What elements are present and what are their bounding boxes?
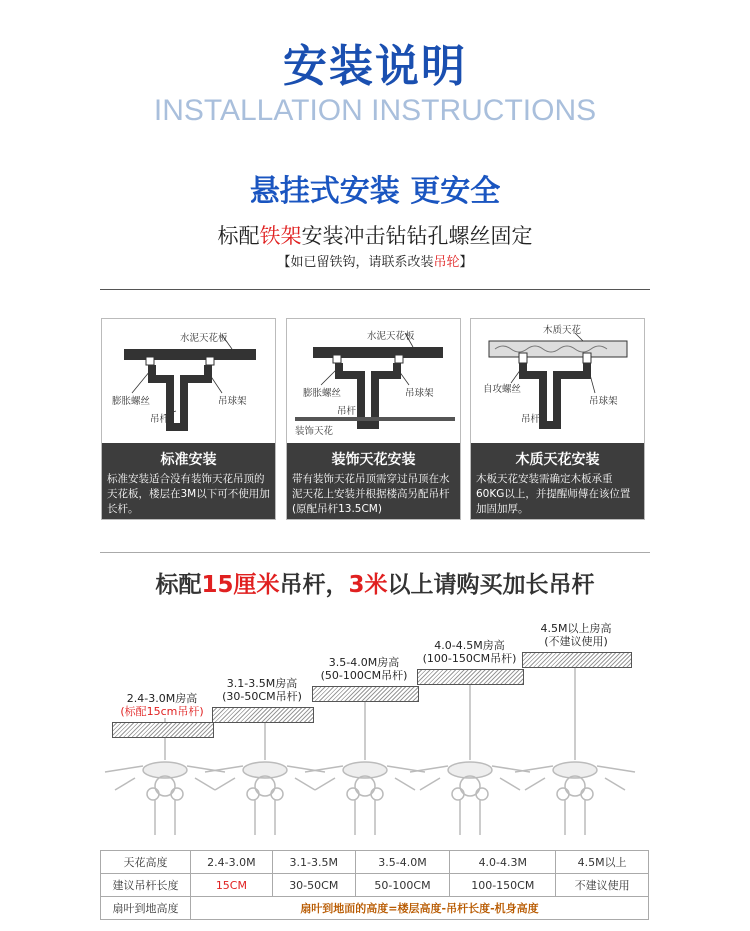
step-height: 3.1-3.5M房高 <box>226 677 298 690</box>
bracket-note-post: 安装冲击钻钻孔螺丝固定 <box>301 224 533 248</box>
step-height: 4.0-4.5M房高 <box>434 639 505 652</box>
step-rod: (不建议使用) <box>544 635 608 648</box>
step-height: 4.5M以上房高 <box>540 622 612 635</box>
divider <box>100 552 650 553</box>
table-formula: 扇叶到地面的高度=楼层高度-吊杆长度-机身高度 <box>191 897 649 920</box>
step-label-5 <box>520 622 632 648</box>
label-tapping-screw: 自攻螺丝 <box>483 384 522 395</box>
ceiling-plate-1 <box>112 722 214 738</box>
label-bracket: 吊球架 <box>405 388 434 399</box>
wooden-install-diagram <box>471 319 644 443</box>
table-head-blade-height: 扇叶到地高度 <box>101 897 191 920</box>
card-description: 标准安装适合没有装饰天花吊顶的天花板，楼层在3M以下可不使用加长杆。 <box>107 473 270 515</box>
bracket-note-pre: 标配 <box>217 224 260 248</box>
spec-post: 以上请购买加长吊杆 <box>387 572 595 598</box>
divider <box>100 289 650 290</box>
label-decorative-ceiling: 装饰天花 <box>295 426 334 437</box>
step-label-1 <box>108 692 216 718</box>
table-cell: 50-100CM <box>355 874 450 897</box>
fan-5-icon <box>515 668 635 835</box>
table-cell: 2.4-3.0M <box>191 851 273 874</box>
step-label-3 <box>308 656 420 682</box>
card-title: 装饰天花安装 <box>331 452 416 468</box>
label-cement-ceiling: 水泥天花板 <box>180 333 228 344</box>
decorative-install-diagram <box>287 319 460 443</box>
label-expansion-bolt: 膨胀螺丝 <box>112 396 151 407</box>
table-cell: 30-50CM <box>272 874 355 897</box>
hook-note-pre: 【如已留铁钩，请联系改装 <box>277 255 434 270</box>
rod-spec-heading <box>0 566 750 599</box>
card-title: 木质天花安装 <box>515 452 600 468</box>
section-subtitle: 悬挂式安装 更安全 <box>249 174 501 209</box>
label-rod: 吊杆 <box>337 406 357 417</box>
rod-length-table <box>100 850 649 920</box>
standard-install-info <box>102 443 275 519</box>
spec-highlight-length: 15厘米 <box>201 572 280 598</box>
label-bracket: 吊球架 <box>589 396 618 407</box>
spec-pre: 标配 <box>155 572 202 598</box>
fan-3-icon <box>305 696 425 835</box>
card-title: 标准安装 <box>160 452 217 468</box>
step-rod: (标配15cm吊杆) <box>120 705 204 718</box>
table-cell: 100-150CM <box>450 874 556 897</box>
step-height: 2.4-3.0M房高 <box>126 692 198 705</box>
table-cell: 3.1-3.5M <box>272 851 355 874</box>
step-height: 3.5-4.0M房高 <box>328 656 400 669</box>
fan-4-icon <box>410 684 530 835</box>
table-cell: 3.5-4.0M <box>355 851 450 874</box>
step-label-4 <box>412 639 527 665</box>
standard-install-diagram <box>102 319 275 443</box>
ceiling-plate-2 <box>212 707 314 723</box>
table-cell: 15CM <box>191 874 273 897</box>
step-rod: (30-50CM吊杆) <box>222 690 302 703</box>
card-standard-install <box>101 318 276 520</box>
table-row <box>101 851 649 874</box>
ceiling-plate-3 <box>312 686 419 702</box>
label-expansion-bolt: 膨胀螺丝 <box>303 388 342 399</box>
card-decorative-ceiling-install <box>286 318 461 520</box>
hook-note-post: 】 <box>459 255 473 270</box>
label-cement-ceiling: 水泥天花板 <box>367 331 415 342</box>
label-rod: 吊杆 <box>150 414 170 425</box>
table-cell: 不建议使用 <box>556 874 649 897</box>
label-bracket: 吊球架 <box>218 396 247 407</box>
label-wooden-ceiling: 木质天花 <box>543 325 582 336</box>
wooden-install-info <box>471 443 644 519</box>
step-rod: (50-100CM吊杆) <box>320 669 408 682</box>
bracket-note <box>0 220 750 250</box>
hook-note <box>0 251 750 270</box>
table-row <box>101 874 649 897</box>
page-title: 安装说明 <box>283 41 467 92</box>
ceiling-plate-5 <box>522 652 632 668</box>
table-head-ceiling-height: 天花高度 <box>101 851 191 874</box>
page-title-english: INSTALLATION INSTRUCTIONS <box>153 94 597 127</box>
ceiling-plate-4 <box>417 669 524 685</box>
step-label-2 <box>208 677 316 703</box>
spec-mid: 吊杆， <box>279 572 349 598</box>
hook-note-highlight: 吊轮 <box>433 255 460 270</box>
table-row <box>101 897 649 920</box>
label-rod: 吊杆 <box>521 414 541 425</box>
table-head-rod-length: 建议吊杆长度 <box>101 874 191 897</box>
fan-2-icon <box>205 712 325 835</box>
card-description: 木板天花安装需确定木板承重60KG以上，并提醒师傅在该位置加固加厚。 <box>476 473 631 515</box>
spec-highlight-height: 3米 <box>348 572 388 598</box>
bracket-note-highlight: 铁架 <box>259 224 302 248</box>
table-cell: 4.0-4.3M <box>450 851 556 874</box>
decorative-install-info <box>287 443 460 519</box>
card-wooden-ceiling-install <box>470 318 645 520</box>
card-description: 带有装饰天花吊顶需穿过吊顶在水泥天花上安装并根据楼高另配吊杆(原配吊杆13.5CM) <box>292 473 450 515</box>
table-cell: 4.5M以上 <box>556 851 649 874</box>
step-rod: (100-150CM吊杆) <box>422 652 517 665</box>
